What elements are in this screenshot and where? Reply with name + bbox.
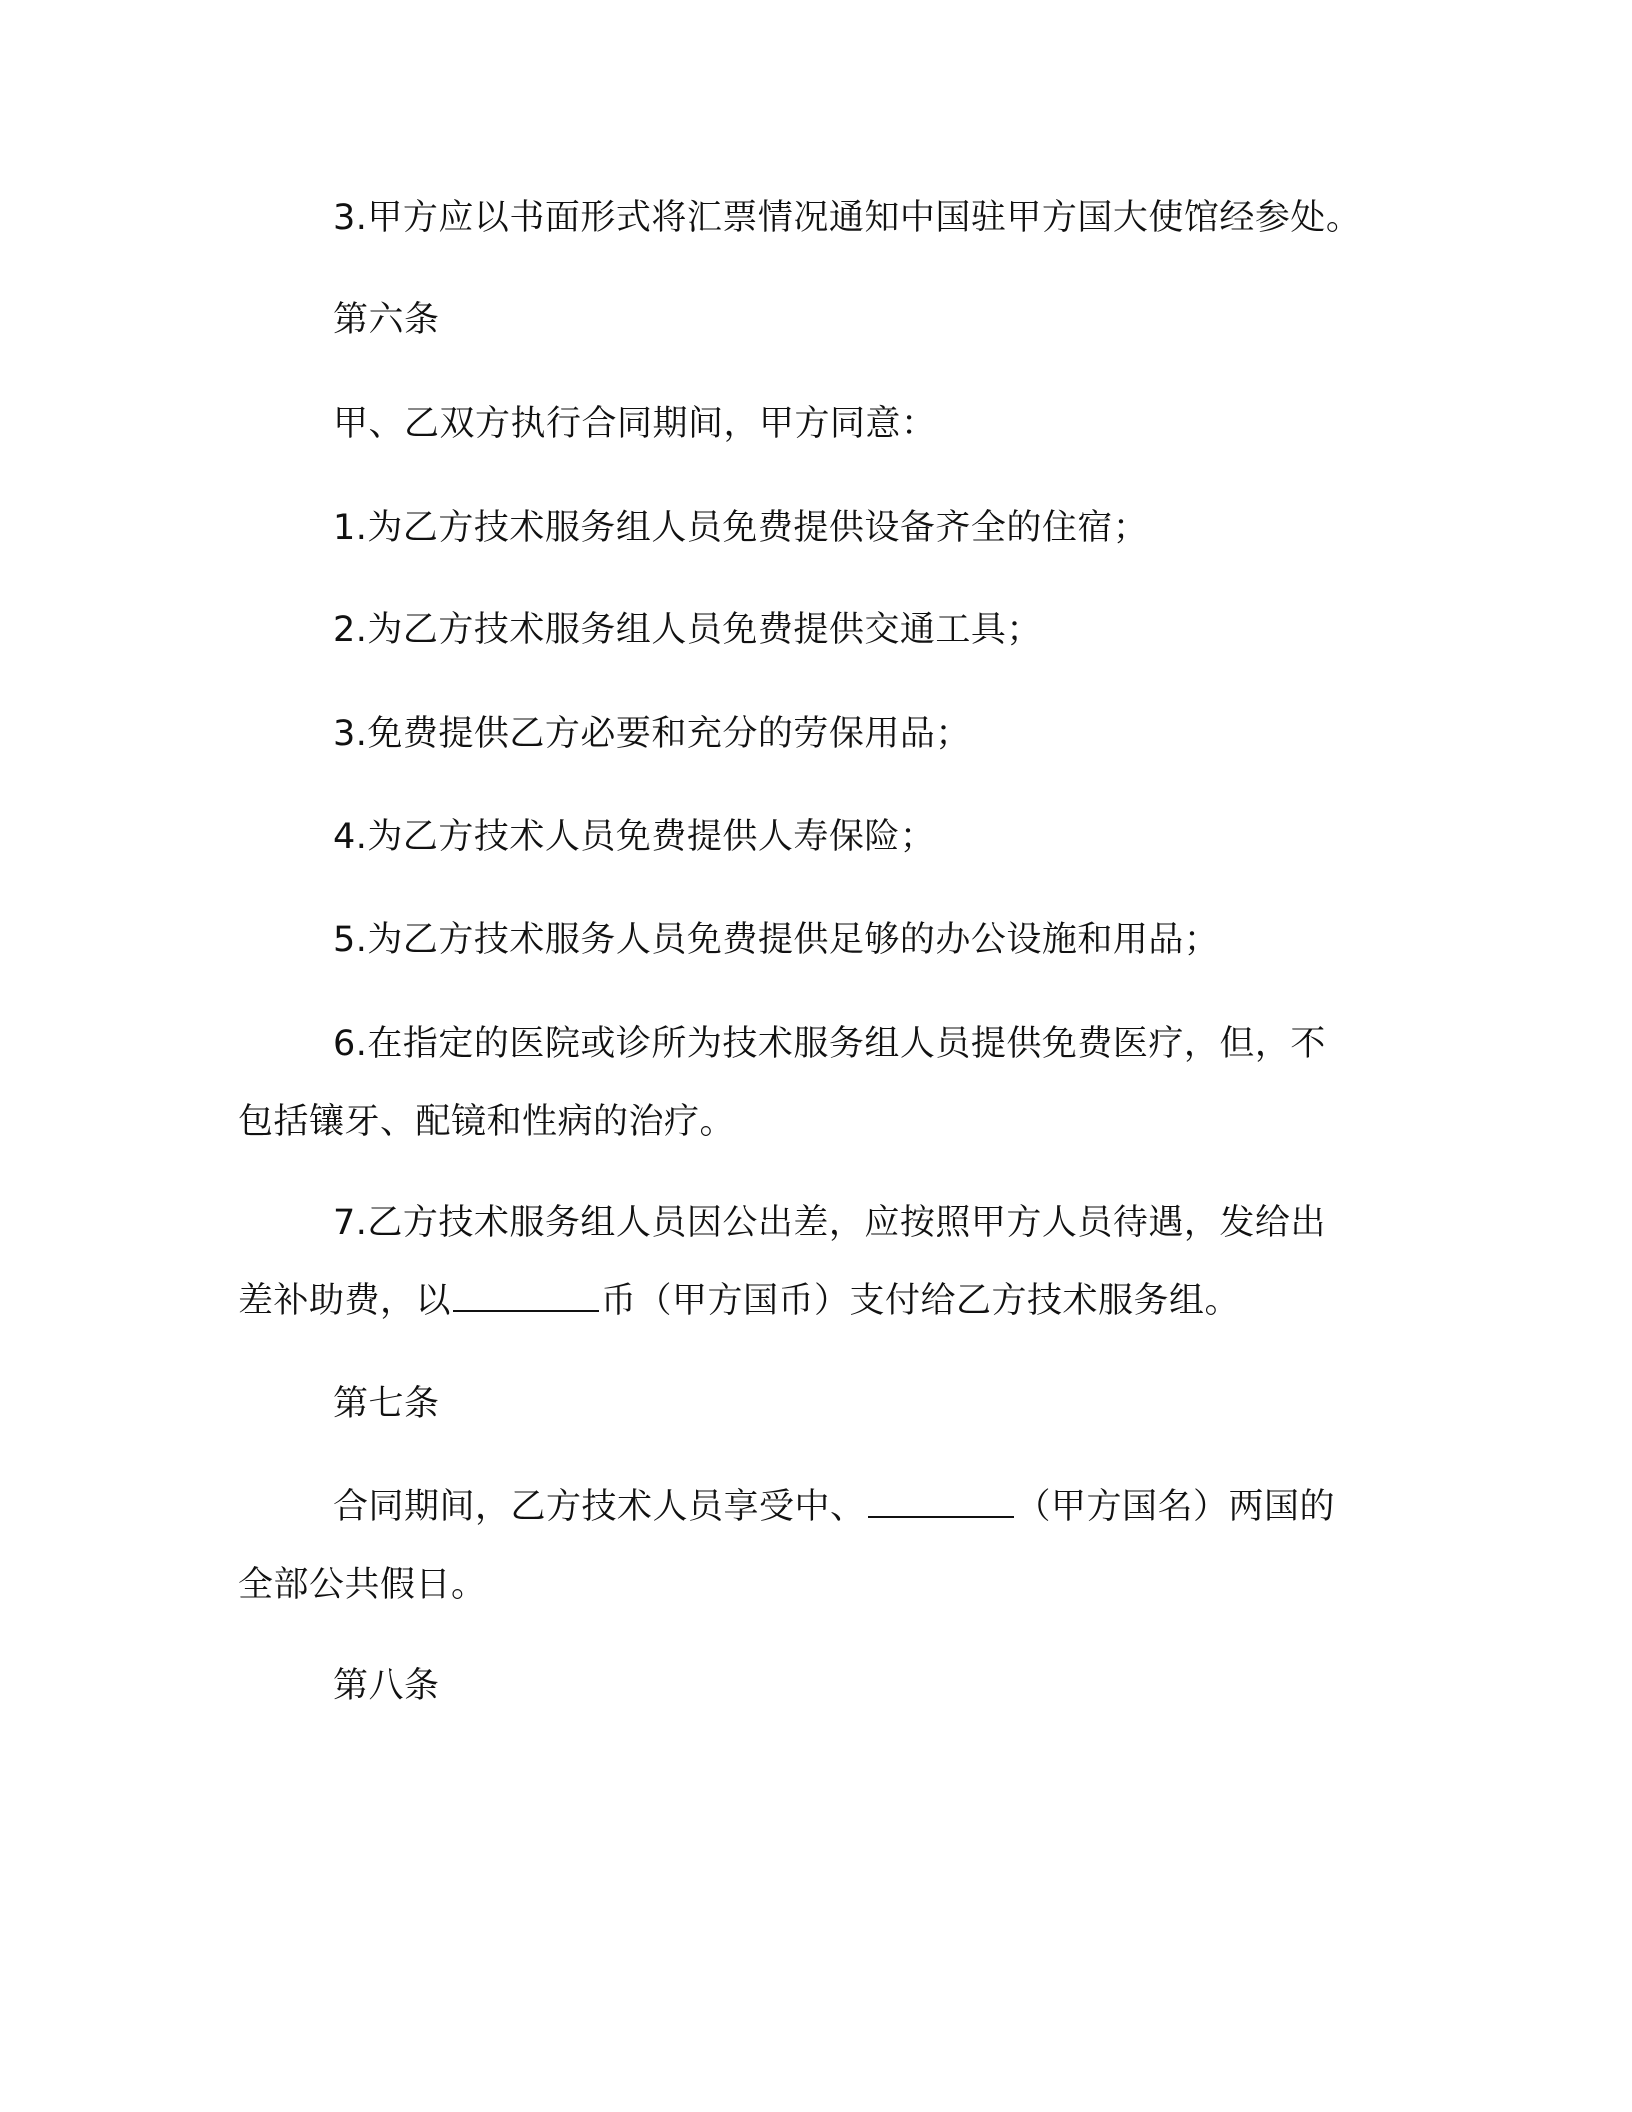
article-6-item-2: 2.为乙方技术服务组人员免费提供交通工具；: [333, 610, 1042, 650]
article-6-item-7-line-1: 7.乙方技术服务组人员因公出差，应按照甲方人员待遇，发给出: [333, 1203, 1326, 1243]
article-6-item-6-line-2: 包括镶牙、配镜和性病的治疗。: [238, 1102, 736, 1142]
article-6-heading: 第六条: [333, 300, 440, 340]
article-7-text-before-blank: 合同期间，乙方技术人员享受中、: [333, 1487, 866, 1527]
clause-5-item-3: 3.甲方应以书面形式将汇票情况通知中国驻甲方国大使馆经参处。: [333, 198, 1362, 238]
item-7-text-before-blank: 差补助费，以: [238, 1281, 452, 1321]
article-7-text-after-blank: （甲方国名）两国的: [1015, 1487, 1336, 1527]
article-7-line-1: [333, 1485, 1335, 1529]
article-6-item-3: 3.免费提供乙方必要和充分的劳保用品；: [333, 714, 971, 754]
article-6-item-5: 5.为乙方技术服务人员免费提供足够的办公设施和用品；: [333, 920, 1220, 960]
article-6-intro: 甲、乙双方执行合同期间，甲方同意：: [333, 404, 937, 444]
article-6-item-4: 4.为乙方技术人员免费提供人寿保险；: [333, 817, 936, 857]
article-7-line-2: 全部公共假日。: [238, 1565, 487, 1605]
article-6-item-7-line-2: [238, 1279, 1240, 1323]
article-6-item-6-line-1: 6.在指定的医院或诊所为技术服务组人员提供免费医疗，但，不: [333, 1024, 1326, 1064]
item-7-text-after-blank: 币（甲方国币）支付给乙方技术服务组。: [601, 1281, 1241, 1321]
country-name-blank-field: [868, 1486, 1014, 1518]
article-7-heading: 第七条: [333, 1384, 440, 1424]
currency-blank-field: [453, 1280, 599, 1312]
article-8-heading: 第八条: [333, 1666, 440, 1706]
article-6-item-1: 1.为乙方技术服务组人员免费提供设备齐全的住宿；: [333, 508, 1149, 548]
